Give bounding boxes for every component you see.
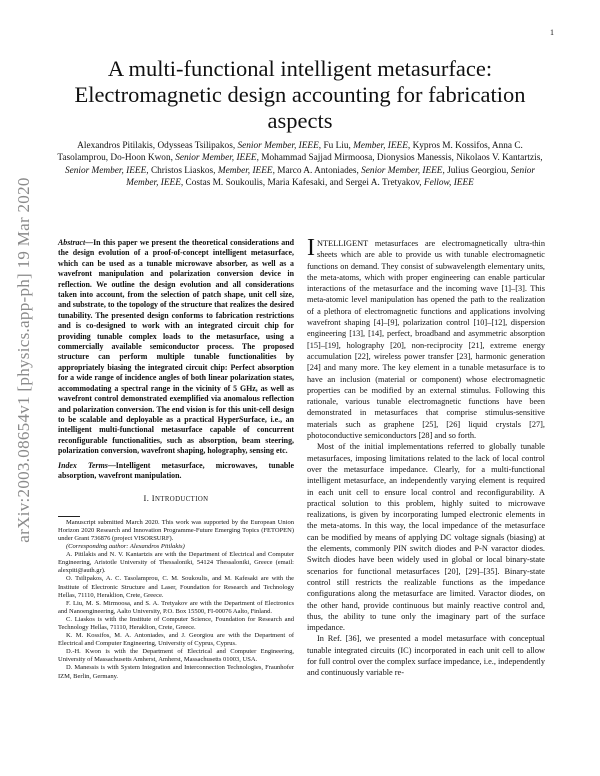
- author-name: Do-Hoon Kwon,: [110, 153, 173, 164]
- footnote: O. Tsilipakos, A. C. Tasolamprou, C. M. Soukoulis, and M. Kafesaki are with the Institute of Electronic Structure and Laser, Foundation for Research and Technology Hellas, 71110, Heraklion, Crete, Greece.: [58, 575, 294, 599]
- intro-p1-text: metasurfaces are electromagnetically ultra-thin sheets which are able to provide us with tunable electromagnetic functions on demand. They consist of subwavelength elementary units, the meta-atoms, which with proper engineering can enable particular interactions of the metasurface and the incoming wave [1]–[3]. This meta-atomic level manipulation has opened the path to the realization of a plethora of electromagnetic functions and applications involving wavefront shaping [4]–[9], polarization control [10]–[12], dispersion engineering [13], [14], perfect, broadband and asymmetric absorption [15]–[19], holography [20], non-reciprocity [21], extreme energy accumulation [22], wireless power transfer [23], harmonic generation [24] and many more. The key element in a tunable metasurface is to have an inclusion (material or component) whose electromagnetic properties can be modified by an external stimulus. Following this rationale, various tunable electromagnetic functions have been demonstrated in metasurfaces that comprise stimulus-sensitive materials such as graphene [25], [26] liquid crystals [27], photoconductive semiconductors [28] and so forth.: [307, 239, 545, 441]
- footnotes: [58, 519, 294, 681]
- intro-paragraph-3: In Ref. [36], we presented a model metasurface with conceptual tunable integrated circuits (IC) incorporated in each unit cell to allow for full control over the complex surface impedance, i.e., independently and continuously variable re-: [307, 634, 545, 678]
- intro-paragraph-1: [307, 235, 545, 441]
- author-list: [55, 140, 545, 189]
- index-terms-label: Index Terms: [58, 460, 108, 470]
- section-heading-introduction: [58, 493, 294, 505]
- footnote: D.-H. Kwon is with the Department of Electrical and Computer Engineering, University of Massachusetts Amherst, Amherst, Massachusetts 01003, USA.: [58, 648, 294, 664]
- left-column: [58, 238, 294, 681]
- author-name: Nikolaos V. Kantartzis,: [456, 153, 543, 164]
- author-name: Maria Kafesaki, and: [267, 177, 344, 188]
- index-terms-text: —Intelligent metasurface, microwaves, tunable absorption, wavefront manipulation.: [58, 460, 294, 480]
- right-column: [307, 235, 545, 679]
- footnote: (Corresponding author: Alexandros Pitilakis): [66, 543, 185, 551]
- abstract: [58, 238, 294, 457]
- author-role: Senior Member, IEEE,: [64, 165, 149, 176]
- footnote: K. M. Kossifos, M. A. Antoniades, and J. Georgiou are with the Department of Electrical and Computer Engineering, University of Cyprus, Cyprus.: [58, 632, 294, 648]
- page-number: 1: [550, 28, 554, 37]
- author-name: Alexandros Pitilakis,: [77, 141, 156, 151]
- footnote-rule: [58, 516, 80, 517]
- author-name: Mohammad Sajjad Mirmoosa,: [261, 153, 375, 164]
- section-initial: I: [151, 493, 155, 504]
- author-role: Senior Member, IEEE,: [126, 165, 536, 188]
- author-role: Member, IEEE,: [217, 165, 275, 176]
- author-name: Marco A. Antoniades,: [277, 165, 359, 176]
- author-name: Kypros M. Kossifos,: [412, 141, 491, 151]
- author-name: Christos Liaskos,: [150, 165, 216, 176]
- author-name: Fu Liu,: [323, 141, 351, 151]
- footnote: C. Liaskos is with the Institute of Computer Science, Foundation for Research and Technology Hellas, 71110, Heraklion, Crete, Greece.: [58, 615, 294, 631]
- author-name: Julius Georgiou,: [447, 165, 509, 176]
- author-role: Senior Member, IEEE,: [361, 165, 445, 176]
- author-name: Sergei A. Tretyakov,: [345, 177, 422, 188]
- abstract-label: Abstract: [58, 238, 86, 247]
- footnote: Manuscript submitted March 2020. This work was supported by the European Union Horizon 2020 Research and Innovation Programme-Future Emerging Topics (FETOPEN) under Grant 736876 (project VISORSURF).: [58, 518, 294, 542]
- author-name: Odysseas Tsilipakos,: [157, 141, 236, 151]
- footnote: D. Manessis is with System Integration and Interconnection Technologies, Fraunhofer IZM, Berlin, Germany.: [58, 664, 294, 680]
- author-role: Senior Member, IEEE,: [237, 141, 322, 151]
- section-title-rest: NTRODUCTION: [155, 496, 209, 504]
- author-name: Dionysios Manessis,: [376, 153, 454, 164]
- intro-lead-caps: NTELLIGENT: [317, 239, 369, 248]
- drop-cap: I: [307, 235, 315, 261]
- section-numeral: I.: [143, 493, 152, 504]
- arxiv-identifier[interactable]: arXiv:2003.08654v1 [physics.app-ph] 19 Mar 2020: [14, 177, 33, 543]
- footnote: F. Liu, M. S. Mirmoosa, and S. A. Tretyakov are with the Department of Electronics and Nanoengineering, Aalto University, P.O. Box 15500, FI-00076 Aalto, Finland.: [58, 599, 294, 615]
- abstract-text: —In this paper we present the theoretical considerations and the design evolution of a proof-of-concept intelligent metasurface, which can be used as a tunable microwave absorber, as well as a wavefront manipulation and polarization conversion device in reflection. We outline the design evolution and all considerations taken into account, from the selection of patch shape, unit cell size, and substrate, to the topology of the structure that realizes the desired tunability. The presented design conforms to fabrication restrictions and is co-designed to work with an integrated circuit chip for providing tunable complex loads to the metasurface, using a commercially available semiconductor process. The proposed structure can perform multiple tunable functionalities by appropriately biasing the integrated circuit chip: Perfect absorption for a wide range of incidence angles of both linear polarization states, accommodating a spectral range in the vicinity of 5 GHz, as well as wavefront control demonstrated exemplified via anomalous reflection and polarization conversion. The end vision is for this unit-cell design to be scalable and deployable as a practical HyperSurface, i.e., an intelligent multi-functional metasurface capable of concurrent reconfigurable functionalities, such as absorption, beam steering, polarization conversion, wavefront shaping, holography, sensing etc.: [58, 238, 294, 456]
- author-name: Anna C. Tasolamprou,: [57, 141, 523, 164]
- author-role: Senior Member, IEEE,: [175, 153, 259, 164]
- author-name: Costas M. Soukoulis,: [185, 177, 266, 188]
- author-role: Member, IEEE,: [353, 141, 411, 151]
- footnote: A. Pitilakis and N. V. Kantartzis are with the Department of Electrical and Computer Engineering, Aristotle University of Thessaloniki, 54124 Thessaloniki, Greece (email: alexpiti@auth.gr).: [58, 551, 294, 575]
- paper-title: A multi-functional intelligent metasurface: Electromagnetic design accounting for fabrication aspects: [74, 56, 526, 133]
- arxiv-side-stamp: [10, 100, 38, 620]
- intro-paragraph-2: Most of the initial implementations referred to globally tunable metasurfaces, imposing limitations related to the lack of local control over the metasurface impedance. Clearly, for a multi-functional intelligent metasurface, an independently varying element is required in each unit cell to ensure local control and reconfigurability. A practical solution to this problem, highly suited to microwave realizations, is given by incorporating lumped electronic elements in the meta-atoms. In this way, the local impedance of the metasurface can be modified by means of applying DC voltage signals (biasing) at the elements, commonly PIN switch diodes and P-N varactor diodes. Switch diodes have been widely used in global or local binary-state scenarios for functional metasurfaces [20], [29]–[35]. Binary-state control still restricts the realizable functions as the impedance configurations along the metasurface are limited. Varactor diodes, on the other hand, provide continuous but mainly reactive control and, thus, the ability to tune only the imaginary part of the surface impedance.: [307, 442, 545, 633]
- author-role: Fellow, IEEE: [423, 177, 474, 188]
- index-terms: [58, 461, 294, 482]
